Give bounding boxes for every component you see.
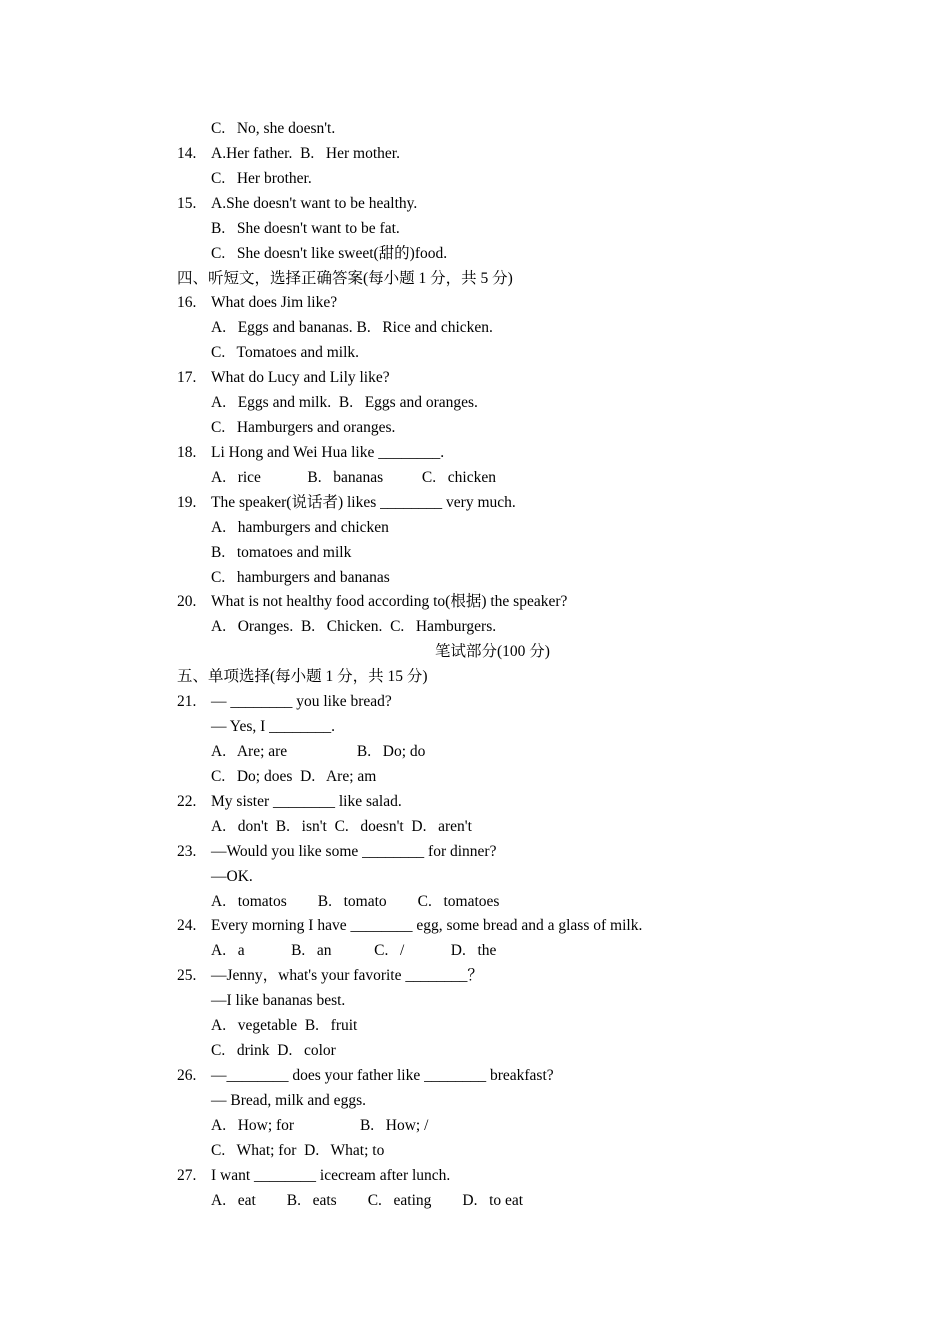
answer-options: —I like bananas best. bbox=[211, 992, 346, 1009]
question-number: 14. bbox=[177, 145, 197, 162]
question-text: What is not healthy food according to(根据) the speaker? bbox=[211, 593, 568, 610]
question-number: 24. bbox=[177, 917, 197, 934]
question-number: 19. bbox=[177, 494, 197, 511]
question-number: 18. bbox=[177, 444, 197, 461]
question-text: Every morning I have ________ egg, some bread and a glass of milk. bbox=[211, 917, 643, 934]
question-text: What does Jim like? bbox=[211, 294, 338, 311]
answer-options: —OK. bbox=[211, 868, 253, 885]
answer-options: — Bread, milk and eggs. bbox=[211, 1092, 366, 1109]
question-number: 17. bbox=[177, 369, 197, 386]
answer-options: C. Tomatoes and milk. bbox=[211, 344, 360, 361]
answer-options: A. rice B. bananas C. chicken bbox=[211, 469, 496, 486]
question-text: I want ________ icecream after lunch. bbox=[211, 1167, 451, 1184]
answer-options: A. How; for B. How; / bbox=[211, 1117, 429, 1134]
answer-options: C. Her brother. bbox=[211, 170, 312, 187]
answer-options: C. Hamburgers and oranges. bbox=[211, 419, 396, 436]
question-text: A.Her father. B. Her mother. bbox=[211, 145, 400, 162]
answer-options: C. What; for D. What; to bbox=[211, 1142, 385, 1159]
question-text: Li Hong and Wei Hua like ________. bbox=[211, 444, 445, 461]
question-text: A.She doesn't want to be healthy. bbox=[211, 195, 418, 212]
section-heading: 四、听短文，选择正确答案(每小题 1 分，共 5 分) bbox=[177, 270, 513, 287]
part-title: 笔试部分(100 分) bbox=[435, 643, 550, 660]
answer-options: A. Are; are B. Do; do bbox=[211, 743, 426, 760]
question-number: 20. bbox=[177, 593, 197, 610]
answer-options: C. She doesn't like sweet(甜的)food. bbox=[211, 245, 448, 262]
question-number: 15. bbox=[177, 195, 197, 212]
answer-options: A. a B. an C. / D. the bbox=[211, 942, 497, 959]
question-number: 26. bbox=[177, 1067, 197, 1084]
question-text: —Jenny，what's your favorite ________？ bbox=[211, 967, 483, 984]
question-number: 21. bbox=[177, 693, 197, 710]
question-number: 23. bbox=[177, 843, 197, 860]
question-text: My sister ________ like salad. bbox=[211, 793, 402, 810]
answer-options: A. Eggs and bananas. B. Rice and chicken. bbox=[211, 319, 493, 336]
answer-options: A. hamburgers and chicken bbox=[211, 519, 389, 536]
answer-options: A. eat B. eats C. eating D. to eat bbox=[211, 1192, 524, 1209]
question-number: 25. bbox=[177, 967, 197, 984]
answer-options: A. tomatos B. tomato C. tomatoes bbox=[211, 893, 500, 910]
question-number: 22. bbox=[177, 793, 197, 810]
question-text: — ________ you like bread? bbox=[211, 693, 392, 710]
answer-options: B. She doesn't want to be fat. bbox=[211, 220, 400, 237]
answer-options: A. don't B. isn't C. doesn't D. aren't bbox=[211, 818, 472, 835]
question-text: The speaker(说话者) likes ________ very much. bbox=[211, 494, 516, 511]
question-number: 16. bbox=[177, 294, 197, 311]
answer-options: C. Do; does D. Are; am bbox=[211, 768, 377, 785]
answer-options: C. hamburgers and bananas bbox=[211, 569, 390, 586]
question-number: 27. bbox=[177, 1167, 197, 1184]
answer-options: B. tomatoes and milk bbox=[211, 544, 352, 561]
section-heading: 五、单项选择(每小题 1 分，共 15 分) bbox=[177, 668, 428, 685]
answer-options: — Yes, I ________. bbox=[211, 718, 336, 735]
question-text: —________ does your father like ________ breakfast? bbox=[211, 1067, 554, 1084]
answer-options: C. drink D. color bbox=[211, 1042, 336, 1059]
answer-options: A. Oranges. B. Chicken. C. Hamburgers. bbox=[211, 618, 497, 635]
answer-options: A. Eggs and milk. B. Eggs and oranges. bbox=[211, 394, 478, 411]
answer-options: A. vegetable B. fruit bbox=[211, 1017, 358, 1034]
answer-options: C. No, she doesn't. bbox=[211, 120, 336, 137]
question-text: —Would you like some ________ for dinner? bbox=[211, 843, 497, 860]
question-text: What do Lucy and Lily like? bbox=[211, 369, 390, 386]
